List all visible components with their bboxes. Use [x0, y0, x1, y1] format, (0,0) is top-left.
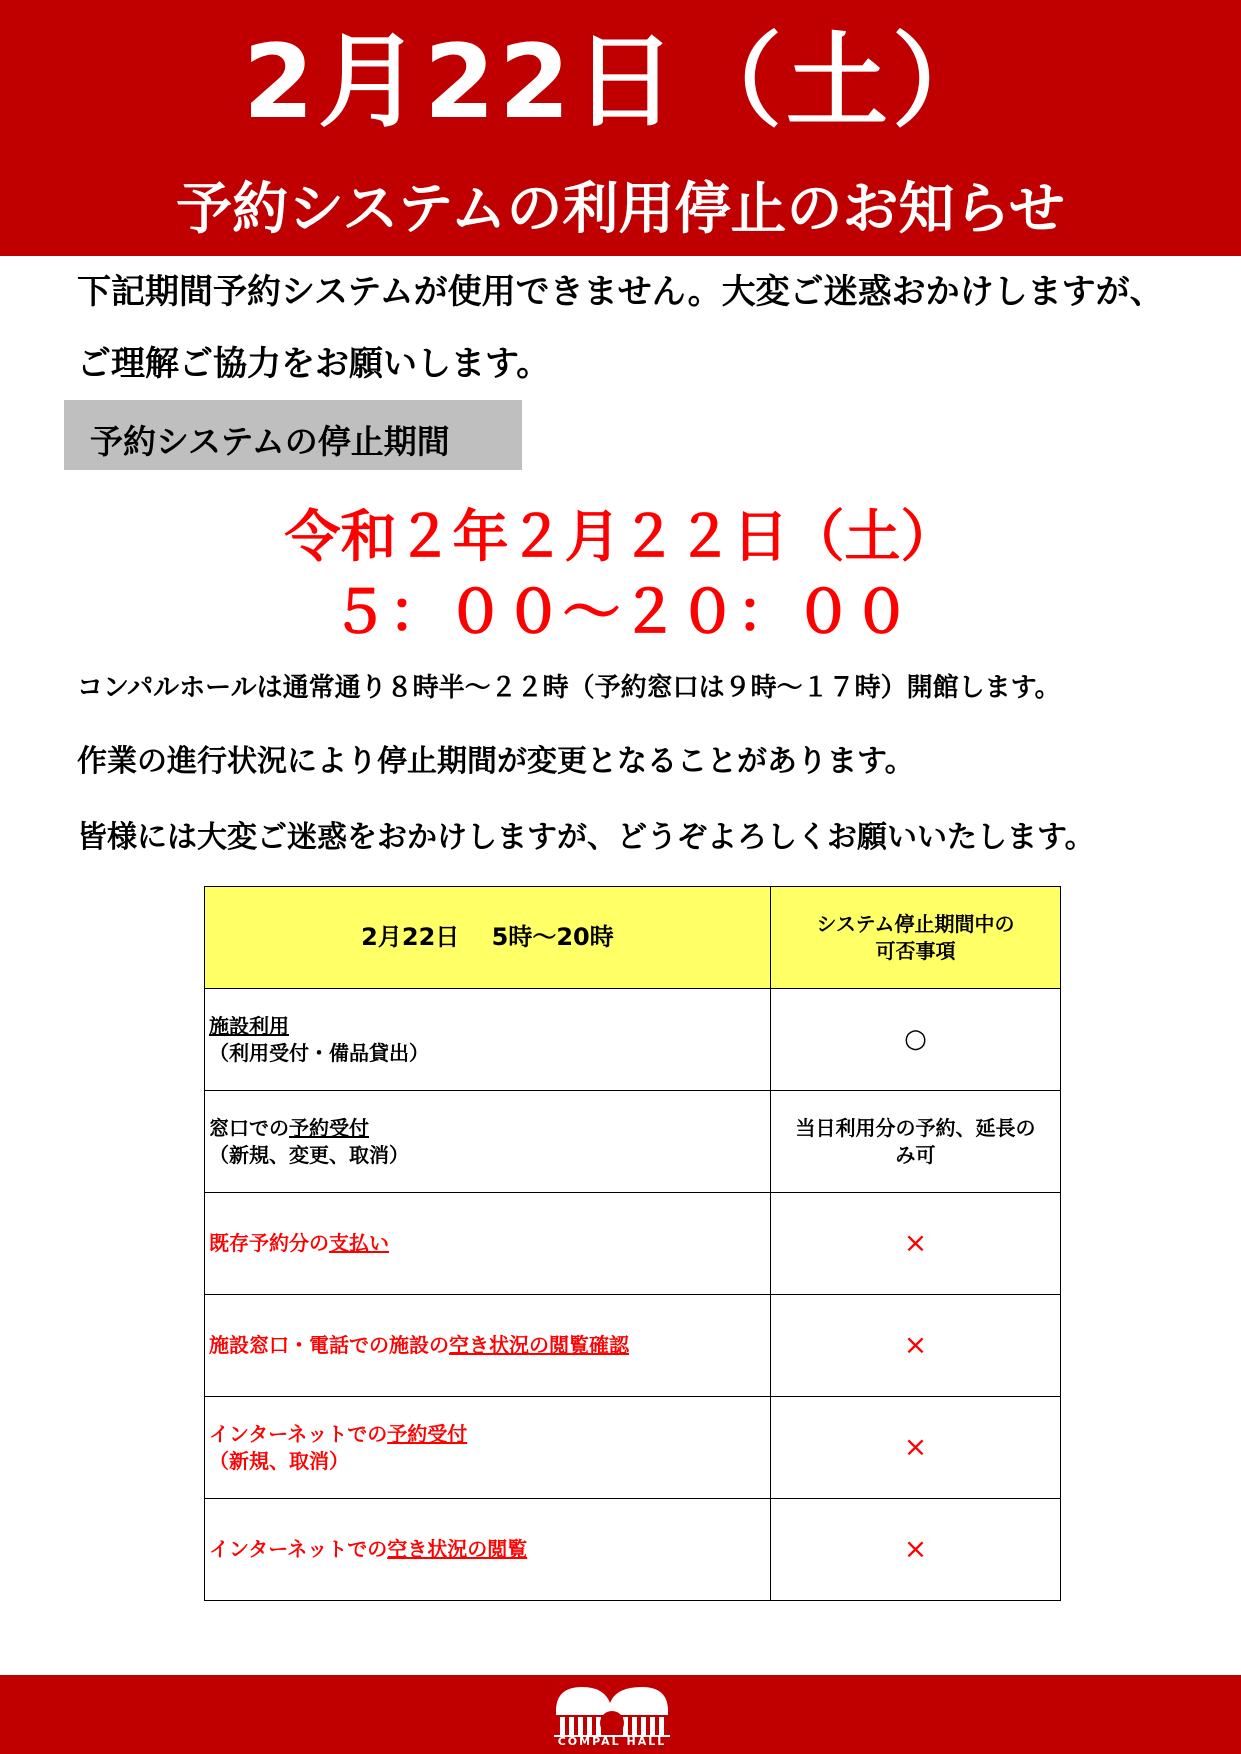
row-value-line-1: 当日利用分の予約、延長の	[795, 1115, 1036, 1140]
logo-text: COMPAL HALL	[557, 1735, 667, 1748]
note-apology: 皆様には大変ご迷惑をおかけしますが、どうぞよろしくお願いいたします。	[77, 820, 1095, 855]
header-availability-line-1: システム停止期間中の	[816, 911, 1015, 936]
table-row	[205, 1091, 1061, 1193]
row-item-detail: （新規、変更、取消）	[209, 1142, 409, 1167]
row-item-title-underlined: 支払い	[329, 1231, 389, 1255]
row-item-title-underlined: 空き状況の閲覧確認	[449, 1333, 629, 1357]
table-row	[205, 989, 1061, 1091]
building-icon	[552, 1681, 672, 1737]
cross-mark-icon: ×	[903, 1429, 928, 1463]
row-item-title: インターネットでの	[209, 1537, 388, 1561]
availability-table	[204, 886, 1061, 1601]
table-row	[205, 1295, 1061, 1397]
row-item-internet-vacancy	[205, 1499, 771, 1601]
row-item-detail: （新規、取消）	[209, 1448, 349, 1473]
row-item-internet-reservation	[205, 1397, 771, 1499]
row-value-line-2: み可	[895, 1142, 936, 1167]
row-value-unavailable	[770, 1499, 1060, 1601]
circle-mark-icon: ○	[904, 1023, 927, 1054]
period-date: 令和２年２月２２日（土）	[284, 505, 957, 570]
row-item-facility-use	[205, 989, 771, 1091]
row-value-unavailable	[770, 1193, 1060, 1295]
header-availability-line-2: 可否事項	[875, 938, 956, 963]
header-banner	[0, 0, 1241, 256]
footer-banner	[0, 1675, 1241, 1754]
row-item-vacancy-check	[205, 1295, 771, 1397]
row-value-limited	[770, 1091, 1060, 1193]
row-value-unavailable	[770, 1295, 1060, 1397]
row-item-title: 既存予約分の	[209, 1231, 329, 1255]
period-label-box	[64, 400, 522, 470]
row-value-unavailable	[770, 1397, 1060, 1499]
row-item-title: インターネットでの	[209, 1421, 388, 1446]
row-item-title-underlined: 予約受付	[289, 1115, 369, 1140]
cross-mark-icon: ×	[903, 1225, 928, 1259]
intro-line-1: 下記期間予約システムが使用できません。大変ご迷惑おかけしますが、	[77, 272, 1164, 312]
row-item-title: 施設窓口・電話での施設の	[209, 1333, 449, 1357]
intro-line-2: ご理解ご協力をお願いします。	[77, 344, 551, 384]
row-value-available	[770, 989, 1060, 1091]
note-opening-hours: コンパルホールは通常通り８時半～２２時（予約窓口は９時～１７時）開館します。	[77, 673, 1061, 703]
row-item-title-underlined: 予約受付	[387, 1421, 468, 1446]
table-row	[205, 1397, 1061, 1499]
table-row	[205, 1499, 1061, 1601]
row-item-detail: （利用受付・備品貸出）	[209, 1040, 429, 1065]
table-header-period: 2月22日 5時～20時	[205, 887, 771, 989]
compal-hall-logo	[552, 1681, 672, 1749]
table-row	[205, 1193, 1061, 1295]
table-header-row	[205, 887, 1061, 989]
cross-mark-icon: ×	[903, 1531, 928, 1565]
row-item-title: 施設利用	[209, 1013, 289, 1038]
header-title: 予約システムの利用停止のお知らせ	[176, 177, 1065, 242]
period-label: 予約システムの停止期間	[90, 422, 450, 461]
note-change-notice: 作業の進行状況により停止期間が変更となることがあります。	[77, 744, 915, 779]
header-date: 2月22日（土）	[243, 23, 998, 142]
row-item-payment	[205, 1193, 771, 1295]
row-item-title-underlined: 空き状況の閲覧	[387, 1537, 528, 1561]
row-item-title: 窓口での	[209, 1115, 289, 1140]
table-header-availability	[770, 887, 1060, 989]
cross-mark-icon: ×	[903, 1327, 928, 1361]
row-item-counter-reservation	[205, 1091, 771, 1193]
period-time: ５：００～２０：００	[330, 578, 911, 646]
